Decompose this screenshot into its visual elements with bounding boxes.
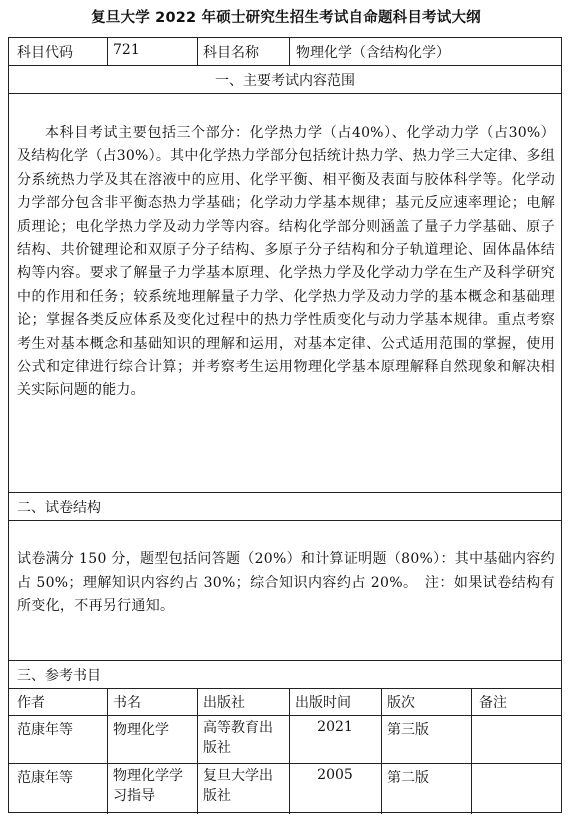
- table-row-2-author: 范康年等: [17, 770, 73, 786]
- subject-name-label: 科目名称: [203, 45, 259, 61]
- section2-heading: 二、试卷结构: [17, 500, 101, 516]
- col-header-year: 出版时间: [295, 695, 351, 711]
- table-row-2-book: 物理化学学习指导: [113, 768, 183, 804]
- col-header-book: 书名: [113, 695, 141, 711]
- table-row-2-year: 2005: [317, 767, 353, 783]
- document-title: 复旦大学 2022 年硕士研究生招生考试自命题科目考试大纲: [91, 10, 481, 26]
- syllabus-table: [8, 37, 562, 813]
- col-header-edition: 版次: [387, 695, 415, 711]
- subject-name: 物理化学（含结构化学）: [296, 45, 450, 61]
- table-row-2-edition: 第二版: [387, 770, 429, 786]
- section1-body: 本科目考试主要包括三个部分：化学热力学（占40%）、化学动力学（占30%）及结构化学（占30%）。其中化学热力学部分包括统计热力学、热力学三大定律、多组分系统热力学及其在溶液中的应用、化学平衡、相平衡及表面与胶体科学等。化学动力学部分包含非平衡态热力学基础；化学动力学基本规律；基元反应速率理论；电解质理论；电化学热力学及动力学等内容。结构化学部分则涵盖了量子力学基础、原子结构、共价键理论和双原子分子结构、多原子分子结构和分子轨道理论、固体晶体结构等内容。要求了解量子力学基本原理、化学热力学及化学动力学在生产及科学研究中的作用和任务；较系统地理解量子力学、化学热力学及动力学的基本概念和基础理论；掌握各类反应体系及变化过程中的热力学性质变化与动力学基本规律。重点考察考生对基本概念和基础知识的理解和运用，对基本定律、公式适用范围的掌握，使用公式和定律进行综合计算；并考察考生运用物理化学基本原理解释自然现象和解决相关实际问题的能力。: [17, 125, 555, 399]
- table-row-1-edition: 第三版: [387, 722, 429, 738]
- col-header-publisher: 出版社: [203, 695, 245, 711]
- subject-code-label: 科目代码: [17, 45, 73, 61]
- section1-heading: 一、主要考试内容范围: [215, 73, 355, 89]
- table-row-1-year: 2021: [317, 719, 353, 735]
- table-row-1-publisher: 高等教育出版社: [203, 720, 273, 756]
- col-header-note: 备注: [479, 695, 507, 711]
- table-row-1-author: 范康年等: [17, 722, 73, 738]
- table-row-1-book: 物理化学: [113, 722, 169, 738]
- section2-body: 试卷满分 150 分，题型包括问答题（20%）和计算证明题（80%）：其中基础内容约占 50%；理解知识内容约占 30%；综合知识内容约占 20%。 注：如果试卷结构有所变化，不再另行通知。: [17, 551, 555, 614]
- subject-code: 721: [113, 42, 140, 58]
- col-header-author: 作者: [17, 695, 45, 711]
- table-row-2-publisher: 复旦大学出版社: [203, 768, 273, 804]
- section3-heading: 三、参考书目: [17, 668, 101, 684]
